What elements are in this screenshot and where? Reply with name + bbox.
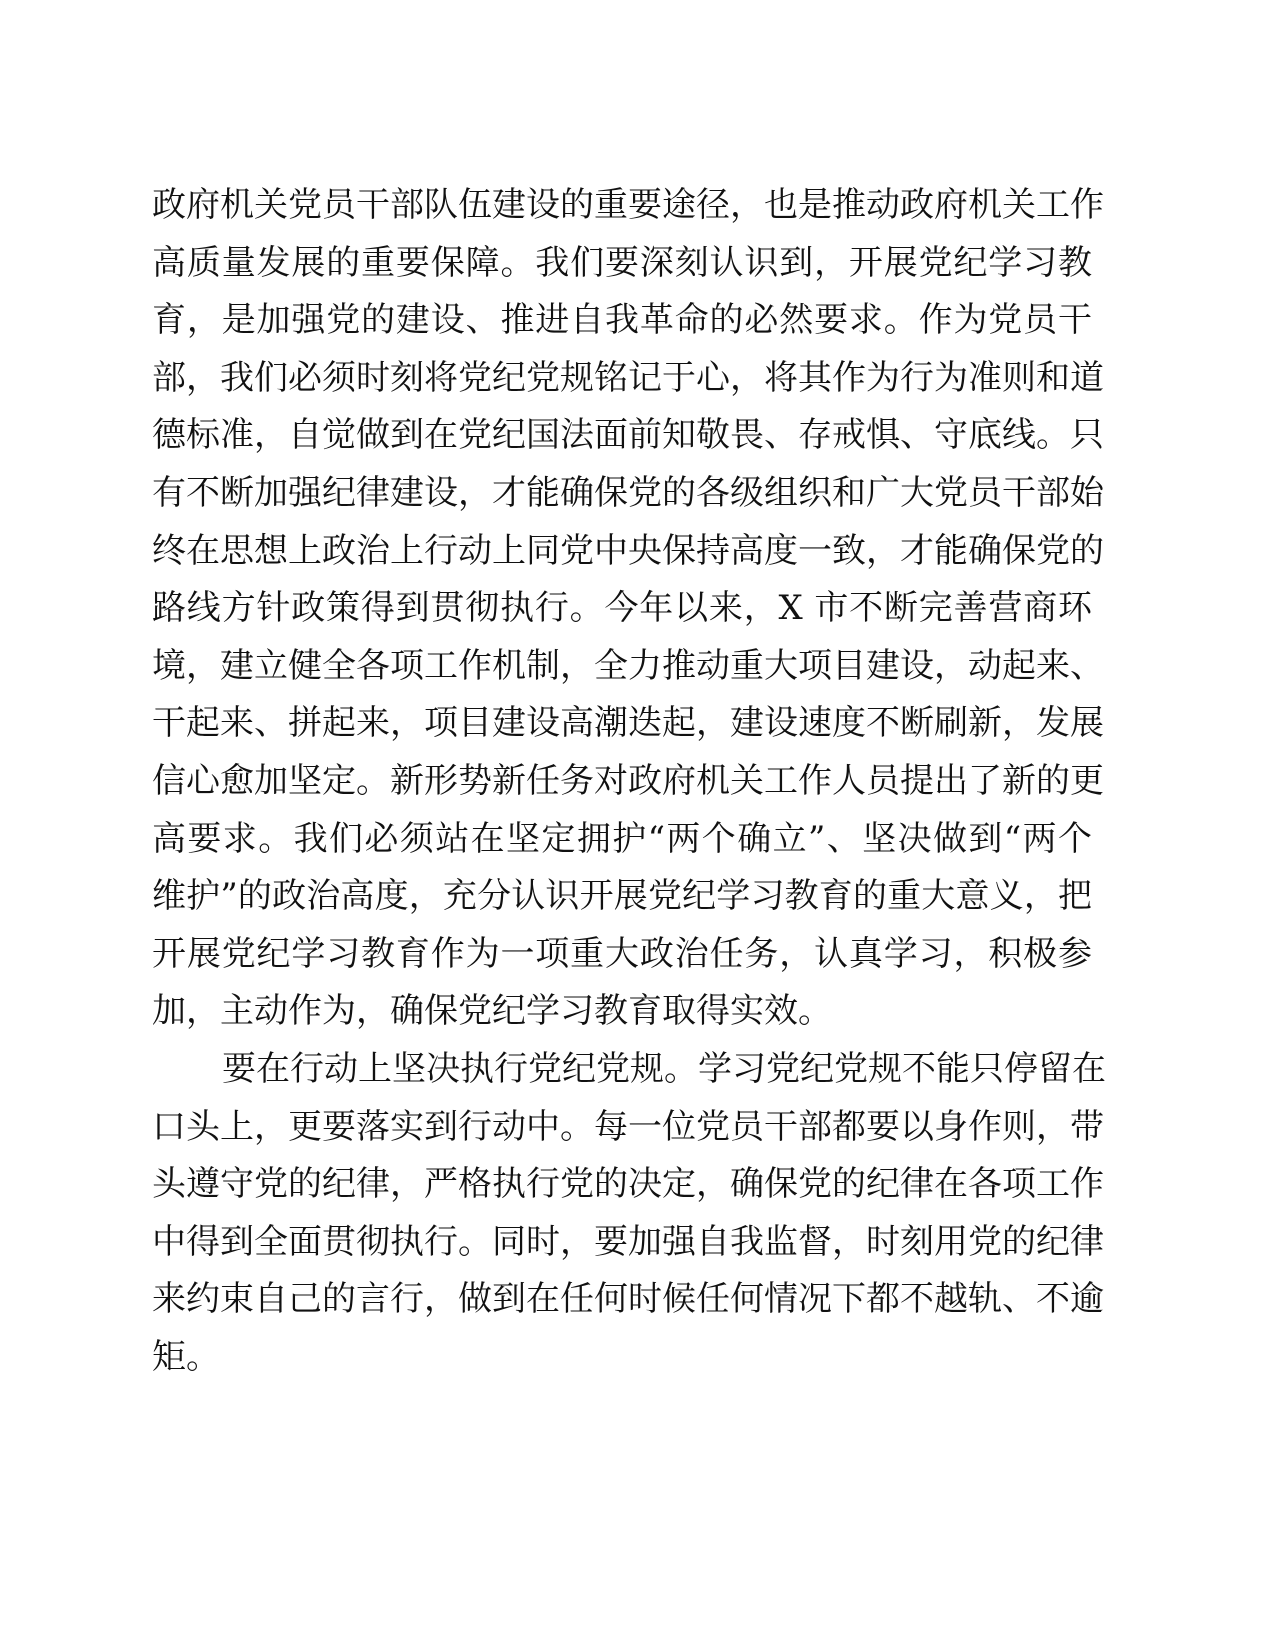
text-line: 高质量发展的重要保障。我们要深刻认识到，开展党纪学习教 [152, 242, 1092, 283]
text-line: 加，主动作为，确保党纪学习教育取得实效。 [152, 991, 832, 1032]
text-line: 口头上，更要落实到行动中。每一位党员干部都要以身作则，带 [152, 1106, 1104, 1147]
text-line: 育，是加强党的建设、推进自我革命的必然要求。作为党员干 [152, 300, 1092, 341]
text-line: 来约束自己的言行，做到在任何时候任何情况下都不越轨、不逾 [152, 1279, 1104, 1320]
text-line: 要在行动上坚决执行党纪党规。学习党纪党规不能只停留在 [222, 1048, 1106, 1089]
text-line: 矩。 [152, 1336, 220, 1377]
paragraph-1 [152, 177, 1104, 1041]
text-line: 中得到全面贯彻执行。同时，要加强自我监督，时刻用党的纪律 [152, 1221, 1104, 1262]
document-body [152, 177, 1106, 1386]
text-line: 信心愈加坚定。新形势新任务对政府机关工作人员提出了新的更 [152, 760, 1104, 801]
text-line: 政府机关党员干部队伍建设的重要途径，也是推动政府机关工作 [152, 185, 1104, 225]
text-line: 有不断加强纪律建设，才能确保党的各级组织和广大党员干部始 [152, 472, 1104, 513]
text-line: 部，我们必须时刻将党纪党规铭记于心，将其作为行为准则和道 [152, 357, 1104, 398]
text-line: 头遵守党的纪律，严格执行党的决定，确保党的纪律在各项工作 [152, 1164, 1104, 1205]
text-line: 开展党纪学习教育作为一项重大政治任务，认真学习，积极参 [152, 933, 1092, 974]
text-line: 境，建立健全各项工作机制，全力推动重大项目建设，动起来、 [152, 645, 1104, 686]
text-line: 干起来、拼起来，项目建设高潮迭起，建设速度不断刷新，发展 [152, 703, 1104, 744]
text-line: 维护”的政治高度，充分认识开展党纪学习教育的重大意义，把 [152, 876, 1092, 917]
text-line: 终在思想上政治上行动上同党中央保持高度一致，才能确保党的 [152, 530, 1104, 571]
paragraph-2 [152, 1041, 1106, 1387]
text-line: 高要求。我们必须站在坚定拥护“两个确立”、坚决做到“两个 [152, 818, 1092, 859]
text-line: 德标准，自觉做到在党纪国法面前知敬畏、存戒惧、守底线。只 [152, 415, 1104, 456]
text-line: 路线方针政策得到贯彻执行。今年以来，X 市不断完善营商环 [152, 588, 1092, 629]
